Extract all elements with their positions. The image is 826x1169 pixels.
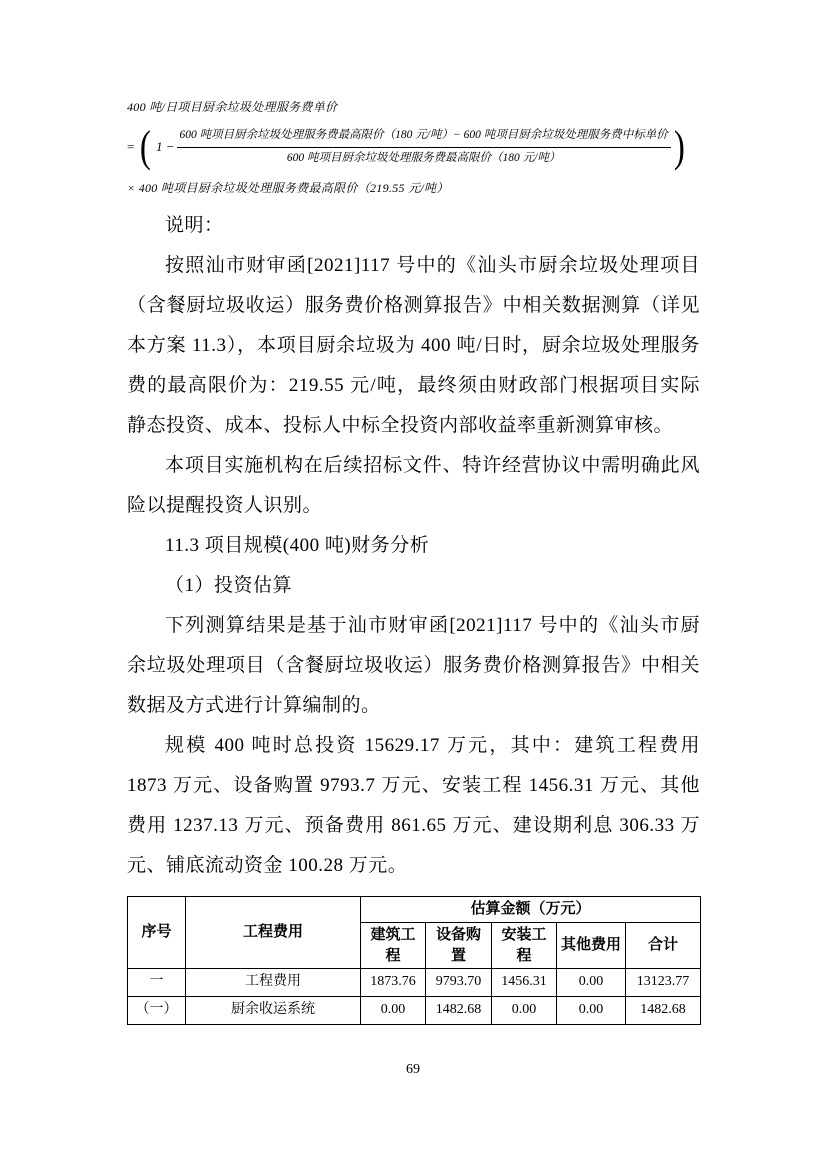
header-other: 其他费用 — [557, 923, 626, 969]
cell-name: 工程费用 — [186, 969, 361, 997]
cell-value: 9793.70 — [426, 969, 492, 997]
fraction-denominator: 600 吨项目厨余垃圾处理服务费最高限价（180 元/吨） — [286, 151, 561, 164]
paragraph-calculation-basis: 下列测算结果是基于汕市财审函[2021]117 号中的《汕头市厨余垃圾处理项目（含餐厨垃圾收运）服务费价格测算报告》中相关数据及方式进行计算编制的。 — [127, 615, 700, 716]
header-installation: 安装工程 — [492, 923, 557, 969]
paragraph-shuoming: 说明： — [165, 215, 224, 236]
fraction — [177, 127, 671, 167]
heading-11-3: 11.3 项目规模(400 吨)财务分析 — [165, 535, 430, 556]
cell-value: 1456.31 — [492, 969, 557, 997]
cell-value: 1482.68 — [426, 997, 492, 1025]
equals-sign: = — [127, 139, 135, 154]
cell-value: 0.00 — [361, 997, 426, 1025]
table-row — [128, 969, 701, 997]
formula-title: 400 吨/日项目厨余垃圾处理服务费单价 — [127, 100, 338, 114]
header-cost-item: 工程费用 — [186, 897, 361, 969]
header-amount-group: 估算金额（万元） — [361, 897, 701, 923]
cell-value: 0.00 — [492, 997, 557, 1025]
paragraph-risk-note: 本项目实施机构在后续招标文件、特许经营协议中需明确此风险以提醒投资人识别。 — [127, 455, 700, 516]
fraction-numerator: 600 吨项目厨余垃圾处理服务费最高限价（180 元/吨）− 600 吨项目厨余垃圾处理服务费中标单价 — [177, 127, 671, 147]
formula-block — [127, 98, 700, 196]
cell-value: 0.00 — [557, 997, 626, 1025]
paragraph-explanation: 按照汕市财审函[2021]117 号中的《汕头市厨余垃圾处理项目（含餐厨垃圾收运）服务费价格测算报告》中相关数据测算（详见本方案 11.3），本项目厨余垃圾为 400 吨/日时，厨余垃圾处理服务费的最高限价为：219.55 元/吨，最终须由财政部门根据项目实际静态投资、成本、投标人中标全投资内部收益率重新测算审核。 — [127, 255, 700, 436]
cell-value: 1873.76 — [361, 969, 426, 997]
document-content — [127, 98, 700, 1025]
cell-serial: （一） — [128, 997, 186, 1025]
cell-value: 0.00 — [557, 969, 626, 997]
right-paren: ) — [673, 122, 685, 171]
header-total: 合计 — [626, 923, 701, 969]
table-row — [128, 997, 701, 1025]
header-construction: 建筑工程 — [361, 923, 426, 969]
formula-multiplier: × 400 吨项目厨余垃圾处理服务费最高限价（219.55 元/吨） — [127, 181, 449, 195]
header-equipment: 设备购置 — [426, 923, 492, 969]
cell-serial: 一 — [128, 969, 186, 997]
table-header-row-1 — [128, 897, 701, 923]
subheading-investment-estimate: （1）投资估算 — [165, 575, 293, 596]
header-serial: 序号 — [128, 897, 186, 969]
cell-value: 1482.68 — [626, 997, 701, 1025]
page-number: 69 — [406, 1062, 420, 1077]
cell-value: 13123.77 — [626, 969, 701, 997]
cell-name: 厨余收运系统 — [186, 997, 361, 1025]
one-minus-term: 1 − — [156, 139, 175, 154]
left-paren: ( — [140, 122, 152, 171]
cost-estimate-table — [127, 896, 701, 1025]
formula-equation — [127, 122, 700, 171]
paragraph-scale-investment: 规模 400 吨时总投资 15629.17 万元，其中：建筑工程费用 1873 万元、设备购置 9793.7 万元、安装工程 1456.31 万元、其他费用 1237.13 万元、预备费用 861.65 万元、建设期利息 306.33 万元、铺底流动资金 100.28 万元。 — [127, 735, 700, 876]
